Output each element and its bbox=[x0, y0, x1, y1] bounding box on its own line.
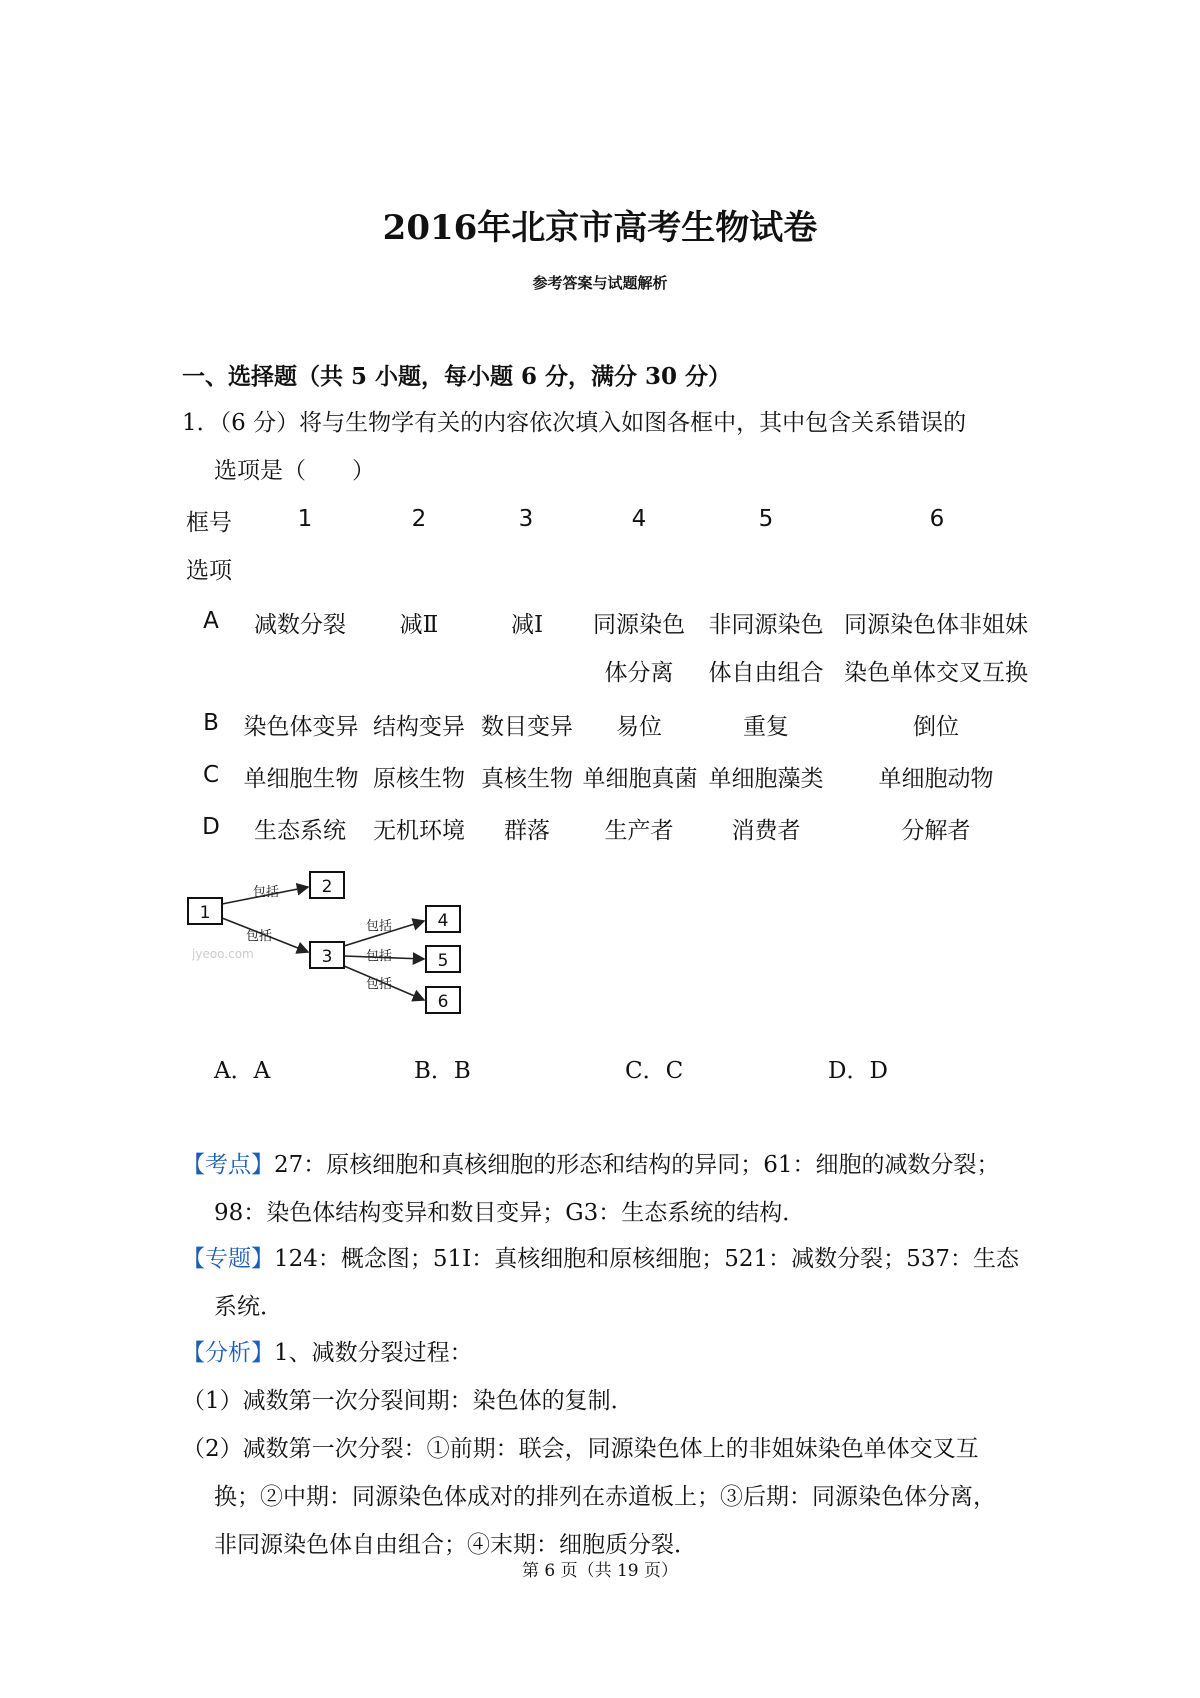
row-letter: B bbox=[203, 710, 219, 736]
box-5-label: 5 bbox=[437, 951, 449, 971]
row-letter: A bbox=[203, 608, 219, 634]
fenxi-text: 换；②中期：同源染色体成对的排列在赤道板上；③后期：同源染色体分离， bbox=[214, 1484, 996, 1510]
zhuanti-line bbox=[182, 1240, 1019, 1273]
edge-label: 包括 bbox=[366, 919, 393, 934]
fenxi-text: 1、减数分裂过程： bbox=[274, 1340, 473, 1366]
section-heading: 一、选择题（共 5 小题，每小题 6 分，满分 30 分） bbox=[182, 363, 732, 390]
header-number: 2 bbox=[411, 506, 427, 532]
kaodian-tag: 【考点】 bbox=[182, 1152, 274, 1178]
table-cell: 减Ⅰ bbox=[510, 612, 544, 638]
table-cell: 同源染色体非姐妹 bbox=[844, 612, 1028, 638]
fenxi-tag: 【分析】 bbox=[182, 1340, 274, 1366]
edge-label: 包括 bbox=[253, 885, 280, 900]
question-text-cont: 选项是（ ） bbox=[214, 458, 375, 484]
fenxi-line bbox=[182, 1334, 473, 1367]
zhuanti-text: 124：概念图；51I：真核细胞和原核细胞；521：减数分裂；537：生态 bbox=[274, 1246, 1020, 1272]
header-number: 4 bbox=[631, 506, 647, 532]
table-cell: 倒位 bbox=[913, 714, 959, 740]
page-subtitle: 参考答案与试题解析 bbox=[532, 274, 668, 292]
table-cell-cont: 体分离 bbox=[604, 660, 674, 686]
table-cell: 单细胞藻类 bbox=[708, 766, 824, 792]
box-2-label: 2 bbox=[321, 877, 333, 897]
table-cell: 染色体变异 bbox=[243, 714, 359, 740]
table-cell: 消费者 bbox=[731, 818, 801, 844]
row-letter: C bbox=[202, 762, 220, 788]
box-1-label: 1 bbox=[199, 903, 211, 923]
box-3-label: 3 bbox=[321, 947, 333, 967]
table-header-label: 框号 bbox=[186, 510, 232, 536]
table-cell: 原核生物 bbox=[373, 766, 465, 792]
table-cell: 非同源染色 bbox=[708, 612, 824, 638]
edge-label: 包括 bbox=[246, 929, 273, 944]
header-number: 3 bbox=[518, 506, 534, 532]
table-cell: 分解者 bbox=[901, 818, 971, 844]
choice-d: D．D bbox=[828, 1058, 888, 1084]
header-number: 5 bbox=[758, 506, 774, 532]
concept-diagram bbox=[180, 860, 500, 1040]
fenxi-text: （1）减数第一次分裂间期：染色体的复制． bbox=[182, 1388, 634, 1414]
edge-label: 包括 bbox=[366, 977, 393, 992]
table-cell: 减数分裂 bbox=[254, 612, 346, 638]
kaodian-text-cont: 98：染色体结构变异和数目变异；G3：生态系统的结构． bbox=[214, 1200, 806, 1226]
box-4-label: 4 bbox=[437, 911, 449, 931]
table-cell: 生产者 bbox=[604, 818, 674, 844]
table-cell: 重复 bbox=[743, 714, 789, 740]
table-cell: 结构变异 bbox=[373, 714, 465, 740]
watermark: jyeoo.com bbox=[192, 947, 254, 961]
fenxi-text: 非同源染色体自由组合；④末期：细胞质分裂． bbox=[214, 1532, 697, 1558]
header-number: 1 bbox=[297, 506, 313, 532]
choice-c: C．C bbox=[625, 1058, 684, 1084]
table-cell: 减Ⅱ bbox=[399, 612, 439, 638]
table-cell: 群落 bbox=[504, 818, 550, 844]
table-cell-cont: 体自由组合 bbox=[708, 660, 824, 686]
kaodian-text: 27：原核细胞和真核细胞的形态和结构的异同；61：细胞的减数分裂； bbox=[274, 1152, 1000, 1178]
choice-b: B．B bbox=[414, 1058, 471, 1084]
table-cell: 单细胞动物 bbox=[878, 766, 994, 792]
table-cell: 单细胞生物 bbox=[243, 766, 359, 792]
table-cell-cont: 染色单体交叉互换 bbox=[844, 660, 1028, 686]
table-cell: 同源染色 bbox=[593, 612, 685, 638]
table-cell: 生态系统 bbox=[254, 818, 346, 844]
fenxi-text: （2）减数第一次分裂：①前期：联会，同源染色体上的非姐妹染色单体交叉互 bbox=[182, 1436, 979, 1462]
choice-a: A．A bbox=[214, 1058, 271, 1084]
kaodian-line bbox=[182, 1146, 1000, 1179]
row-letter: D bbox=[202, 814, 220, 840]
table-option-label: 选项 bbox=[186, 558, 232, 584]
question-text: 1．（6 分）将与生物学有关的内容依次填入如图各框中，其中包含关系错误的 bbox=[182, 410, 967, 436]
table-cell: 无机环境 bbox=[373, 818, 465, 844]
table-cell: 真核生物 bbox=[481, 766, 573, 792]
page-title: 2016年北京市高考生物试卷 bbox=[382, 208, 818, 248]
table-cell: 易位 bbox=[616, 714, 662, 740]
table-cell: 数目变异 bbox=[481, 714, 573, 740]
page-footer: 第 6 页（共 19 页） bbox=[521, 1561, 679, 1581]
table-cell: 单细胞真菌 bbox=[582, 766, 698, 792]
box-6-label: 6 bbox=[437, 992, 449, 1012]
zhuanti-tag: 【专题】 bbox=[182, 1246, 274, 1272]
edge-label: 包括 bbox=[366, 949, 393, 964]
zhuanti-text-cont: 系统． bbox=[214, 1294, 283, 1320]
header-number: 6 bbox=[929, 506, 945, 532]
